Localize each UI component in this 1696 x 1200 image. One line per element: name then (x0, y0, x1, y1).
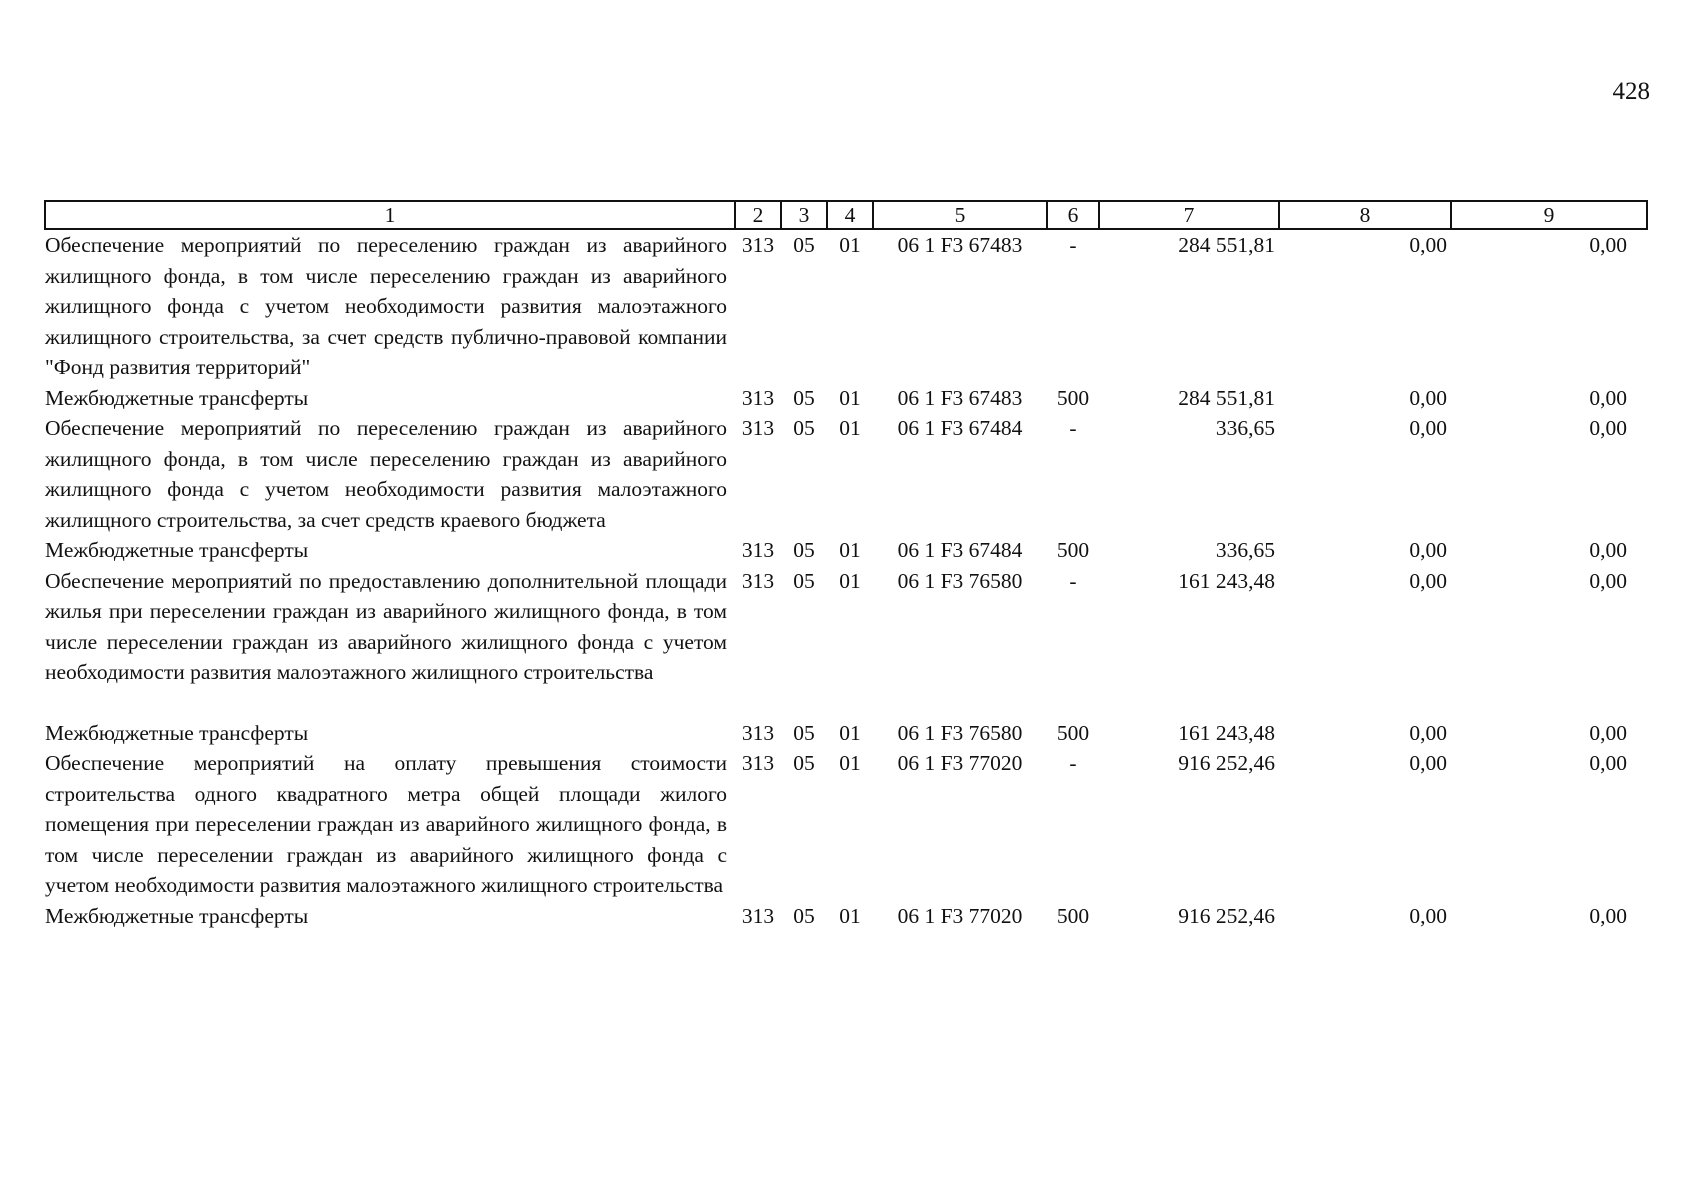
row-col9: 0,00 (1589, 416, 1627, 440)
row-col7: 284 551,81 (1178, 385, 1275, 410)
row-col4: 01 (839, 903, 861, 928)
table-row (45, 413, 1647, 535)
row-col8: 0,00 (1409, 233, 1447, 257)
row-col6: - (1069, 233, 1077, 257)
row-col2: 313 (741, 720, 775, 745)
row-col6: 500 (1056, 538, 1090, 562)
row-col5: 06 1 F3 76580 (897, 720, 1023, 745)
row-col4: 01 (839, 568, 861, 593)
row-col8: 0,00 (1409, 416, 1447, 440)
row-col8: 0,00 (1409, 568, 1447, 593)
row-col9: 0,00 (1589, 720, 1627, 745)
row-col5: 06 1 F3 77020 (897, 903, 1023, 928)
row-col9: 0,00 (1589, 538, 1627, 562)
table-row (45, 566, 1647, 688)
row-col8: 0,00 (1409, 751, 1447, 775)
row-col7: 336,65 (1215, 538, 1275, 562)
row-col2: 313 (741, 751, 775, 775)
row-col9: 0,00 (1589, 233, 1627, 257)
row-col2: 313 (741, 568, 775, 593)
row-col3: 05 (793, 903, 815, 928)
header-cell-2: 2 (735, 201, 781, 229)
row-col2: 313 (741, 416, 775, 440)
row-col8: 0,00 (1409, 385, 1447, 410)
table-row (45, 383, 1647, 414)
row-col7: 161 243,48 (1178, 720, 1275, 745)
header-cell-7: 7 (1099, 201, 1279, 229)
row-col4: 01 (839, 538, 861, 562)
row-name: Обеспечение мероприятий по переселению граждан из аварийного жилищного фонда, в том числе переселению граждан из аварийного жилищного фонда с учетом необходимости развития малоэтажного жилищного строительства, за счет средств публично-правовой компании "Фонд развития территорий" (45, 233, 727, 379)
row-col5: 06 1 F3 67484 (897, 538, 1023, 562)
header-cell-5: 5 (873, 201, 1047, 229)
header-cell-8: 8 (1279, 201, 1451, 229)
row-name: Обеспечение мероприятий на оплату превышения стоимости строительства одного квадратного метра общей площади жилого помещения при переселении граждан из аварийного жилищного фонда, в том числе переселении граждан из аварийного жилищного фонда с учетом необходимости развития малоэтажного жилищного строительства (45, 751, 727, 897)
row-col7: 161 243,48 (1178, 568, 1275, 593)
row-col7: 284 551,81 (1178, 233, 1275, 257)
row-col3: 05 (793, 416, 815, 440)
row-col5: 06 1 F3 67484 (897, 416, 1023, 440)
row-col4: 01 (839, 233, 861, 257)
row-name: Межбюджетные трансферты (45, 538, 309, 562)
row-col2: 313 (741, 385, 775, 410)
header-cell-3: 3 (781, 201, 827, 229)
header-cell-1: 1 (45, 201, 735, 229)
table-row (45, 748, 1647, 901)
row-col6: 500 (1056, 720, 1090, 745)
row-col5: 06 1 F3 77020 (897, 751, 1023, 775)
row-col3: 05 (793, 720, 815, 745)
row-col2: 313 (741, 538, 775, 562)
row-col7: 336,65 (1215, 416, 1275, 440)
row-col8: 0,00 (1409, 538, 1447, 562)
row-name: Обеспечение мероприятий по предоставлению дополнительной площади жилья при переселении граждан из аварийного жилищного фонда, в том числе переселении граждан из аварийного жилищного фонда с учетом необходимости развития малоэтажного жилищного строительства (45, 568, 727, 684)
blank-row (45, 688, 1647, 718)
row-name: Межбюджетные трансферты (45, 385, 309, 410)
row-col3: 05 (793, 568, 815, 593)
row-col5: 06 1 F3 67483 (897, 233, 1023, 257)
row-col4: 01 (839, 751, 861, 775)
row-col3: 05 (793, 751, 815, 775)
row-col2: 313 (741, 233, 775, 257)
budget-table (44, 200, 1648, 931)
row-col6: - (1069, 568, 1077, 593)
row-col4: 01 (839, 385, 861, 410)
row-col8: 0,00 (1409, 903, 1447, 928)
row-name: Межбюджетные трансферты (45, 720, 309, 745)
row-col3: 05 (793, 538, 815, 562)
row-col4: 01 (839, 720, 861, 745)
row-col3: 05 (793, 385, 815, 410)
row-col6: - (1069, 751, 1077, 775)
row-col4: 01 (839, 416, 861, 440)
row-col2: 313 (741, 903, 775, 928)
header-row (45, 201, 1647, 229)
blank-cell (45, 688, 1647, 718)
row-col9: 0,00 (1589, 751, 1627, 775)
row-col5: 06 1 F3 67483 (897, 385, 1023, 410)
row-col9: 0,00 (1589, 903, 1627, 928)
row-col8: 0,00 (1409, 720, 1447, 745)
row-col6: 500 (1056, 903, 1090, 928)
row-col7: 916 252,46 (1178, 903, 1275, 928)
row-col6: 500 (1056, 385, 1090, 410)
row-col9: 0,00 (1589, 385, 1627, 410)
table-row (45, 535, 1647, 566)
row-col9: 0,00 (1589, 568, 1627, 593)
header-cell-6: 6 (1047, 201, 1099, 229)
header-cell-4: 4 (827, 201, 873, 229)
page-number: 428 (1612, 78, 1650, 105)
row-name: Обеспечение мероприятий по переселению граждан из аварийного жилищного фонда, в том числе переселению граждан из аварийного жилищного фонда с учетом необходимости развития малоэтажного жилищного строительства, за счет средств краевого бюджета (45, 416, 727, 532)
table-row (45, 229, 1647, 383)
row-name: Межбюджетные трансферты (45, 903, 309, 928)
row-col7: 916 252,46 (1178, 751, 1275, 775)
row-col5: 06 1 F3 76580 (897, 568, 1023, 593)
header-cell-9: 9 (1451, 201, 1647, 229)
row-col6: - (1069, 416, 1077, 440)
row-col3: 05 (793, 233, 815, 257)
table-row (45, 718, 1647, 749)
table-row (45, 901, 1647, 932)
